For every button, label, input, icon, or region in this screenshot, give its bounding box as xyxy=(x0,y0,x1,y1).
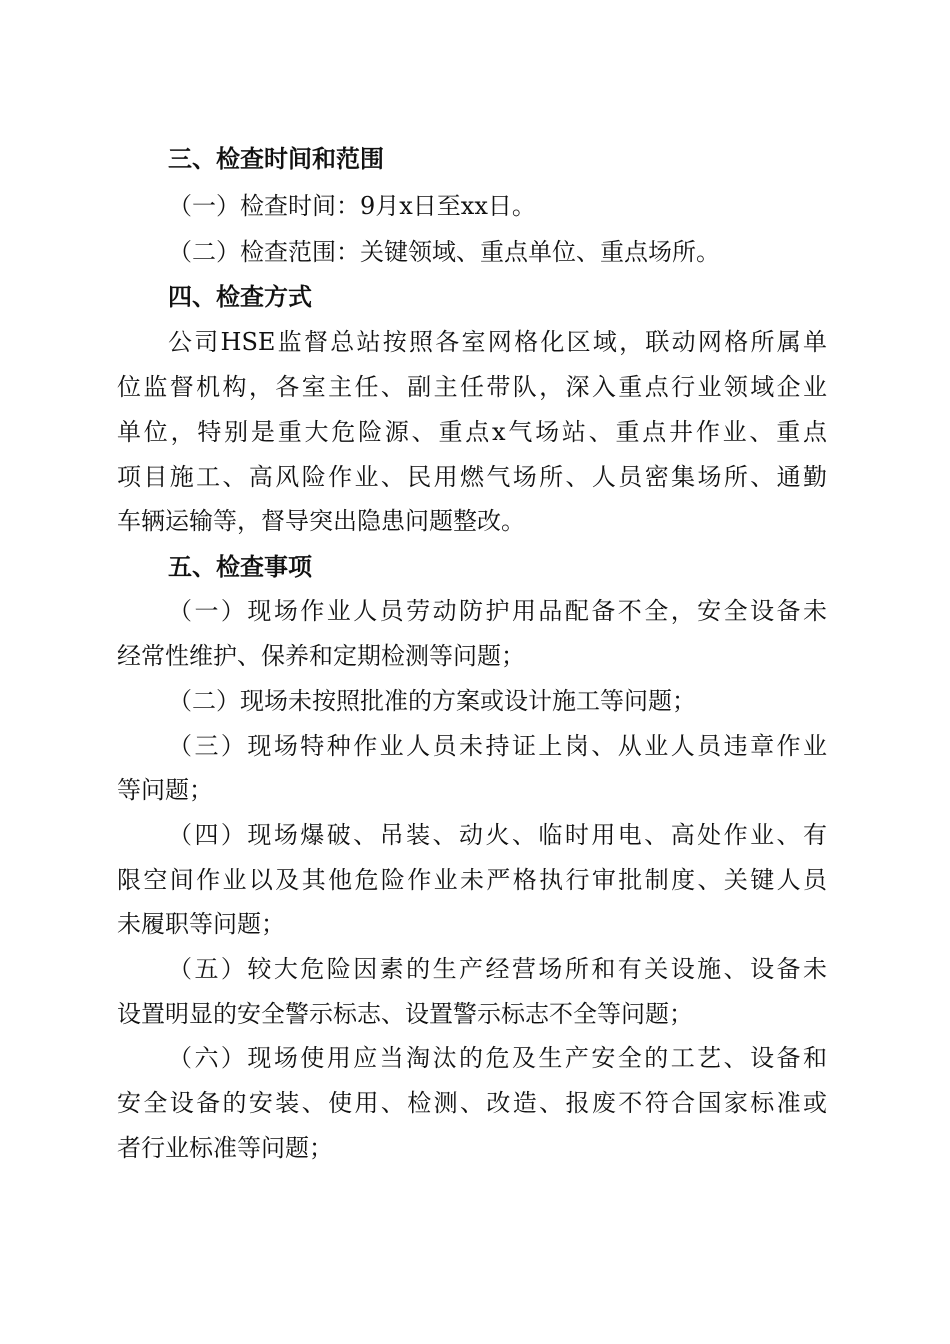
method-paragraph-line: 单位，特别是重大危险源、重点x气场站、重点井作业、重点 xyxy=(117,418,827,446)
method-paragraph-line: 车辆运输等，督导突出隐患问题整改。 xyxy=(117,507,525,535)
inspection-item-3-line: （三）现场特种作业人员未持证上岗、从业人员违章作业 xyxy=(168,732,827,760)
inspection-time-item: （一）检查时间：9月x日至xx日。 xyxy=(168,192,536,220)
section-heading-time-scope: 三、检查时间和范围 xyxy=(168,145,384,173)
section-heading-method: 四、检查方式 xyxy=(168,283,312,311)
inspection-item-5-line: （五）较大危险因素的生产经营场所和有关设施、设备未 xyxy=(168,955,827,983)
inspection-item-2-line: （二）现场未按照批准的方案或设计施工等问题； xyxy=(168,687,696,715)
inspection-item-5-line: 设置明显的安全警示标志、设置警示标志不全等问题； xyxy=(117,1000,693,1028)
inspection-item-4-line: 未履职等问题； xyxy=(117,910,285,938)
inspection-item-6-line: 者行业标准等问题； xyxy=(117,1134,333,1162)
inspection-item-4-line: （四）现场爆破、吊装、动火、临时用电、高处作业、有 xyxy=(168,821,827,849)
inspection-item-4-line: 限空间作业以及其他危险作业未严格执行审批制度、关键人员 xyxy=(117,866,827,894)
method-paragraph-line: 项目施工、高风险作业、民用燃气场所、人员密集场所、通勤 xyxy=(117,463,827,491)
method-paragraph-line: 公司HSE监督总站按照各室网格化区域，联动网格所属单 xyxy=(168,328,827,356)
inspection-item-6-line: （六）现场使用应当淘汰的危及生产安全的工艺、设备和 xyxy=(168,1044,827,1072)
inspection-item-6-line: 安全设备的安装、使用、检测、改造、报废不符合国家标准或 xyxy=(117,1089,827,1117)
method-paragraph-line: 位监督机构，各室主任、副主任带队，深入重点行业领域企业 xyxy=(117,373,827,401)
inspection-scope-item: （二）检查范围：关键领域、重点单位、重点场所。 xyxy=(168,238,720,266)
inspection-item-1-line: （一）现场作业人员劳动防护用品配备不全，安全设备未 xyxy=(168,597,827,625)
section-heading-items: 五、检查事项 xyxy=(168,553,312,581)
inspection-item-3-line: 等问题； xyxy=(117,776,213,804)
inspection-item-1-line: 经常性维护、保养和定期检测等问题； xyxy=(117,642,525,670)
